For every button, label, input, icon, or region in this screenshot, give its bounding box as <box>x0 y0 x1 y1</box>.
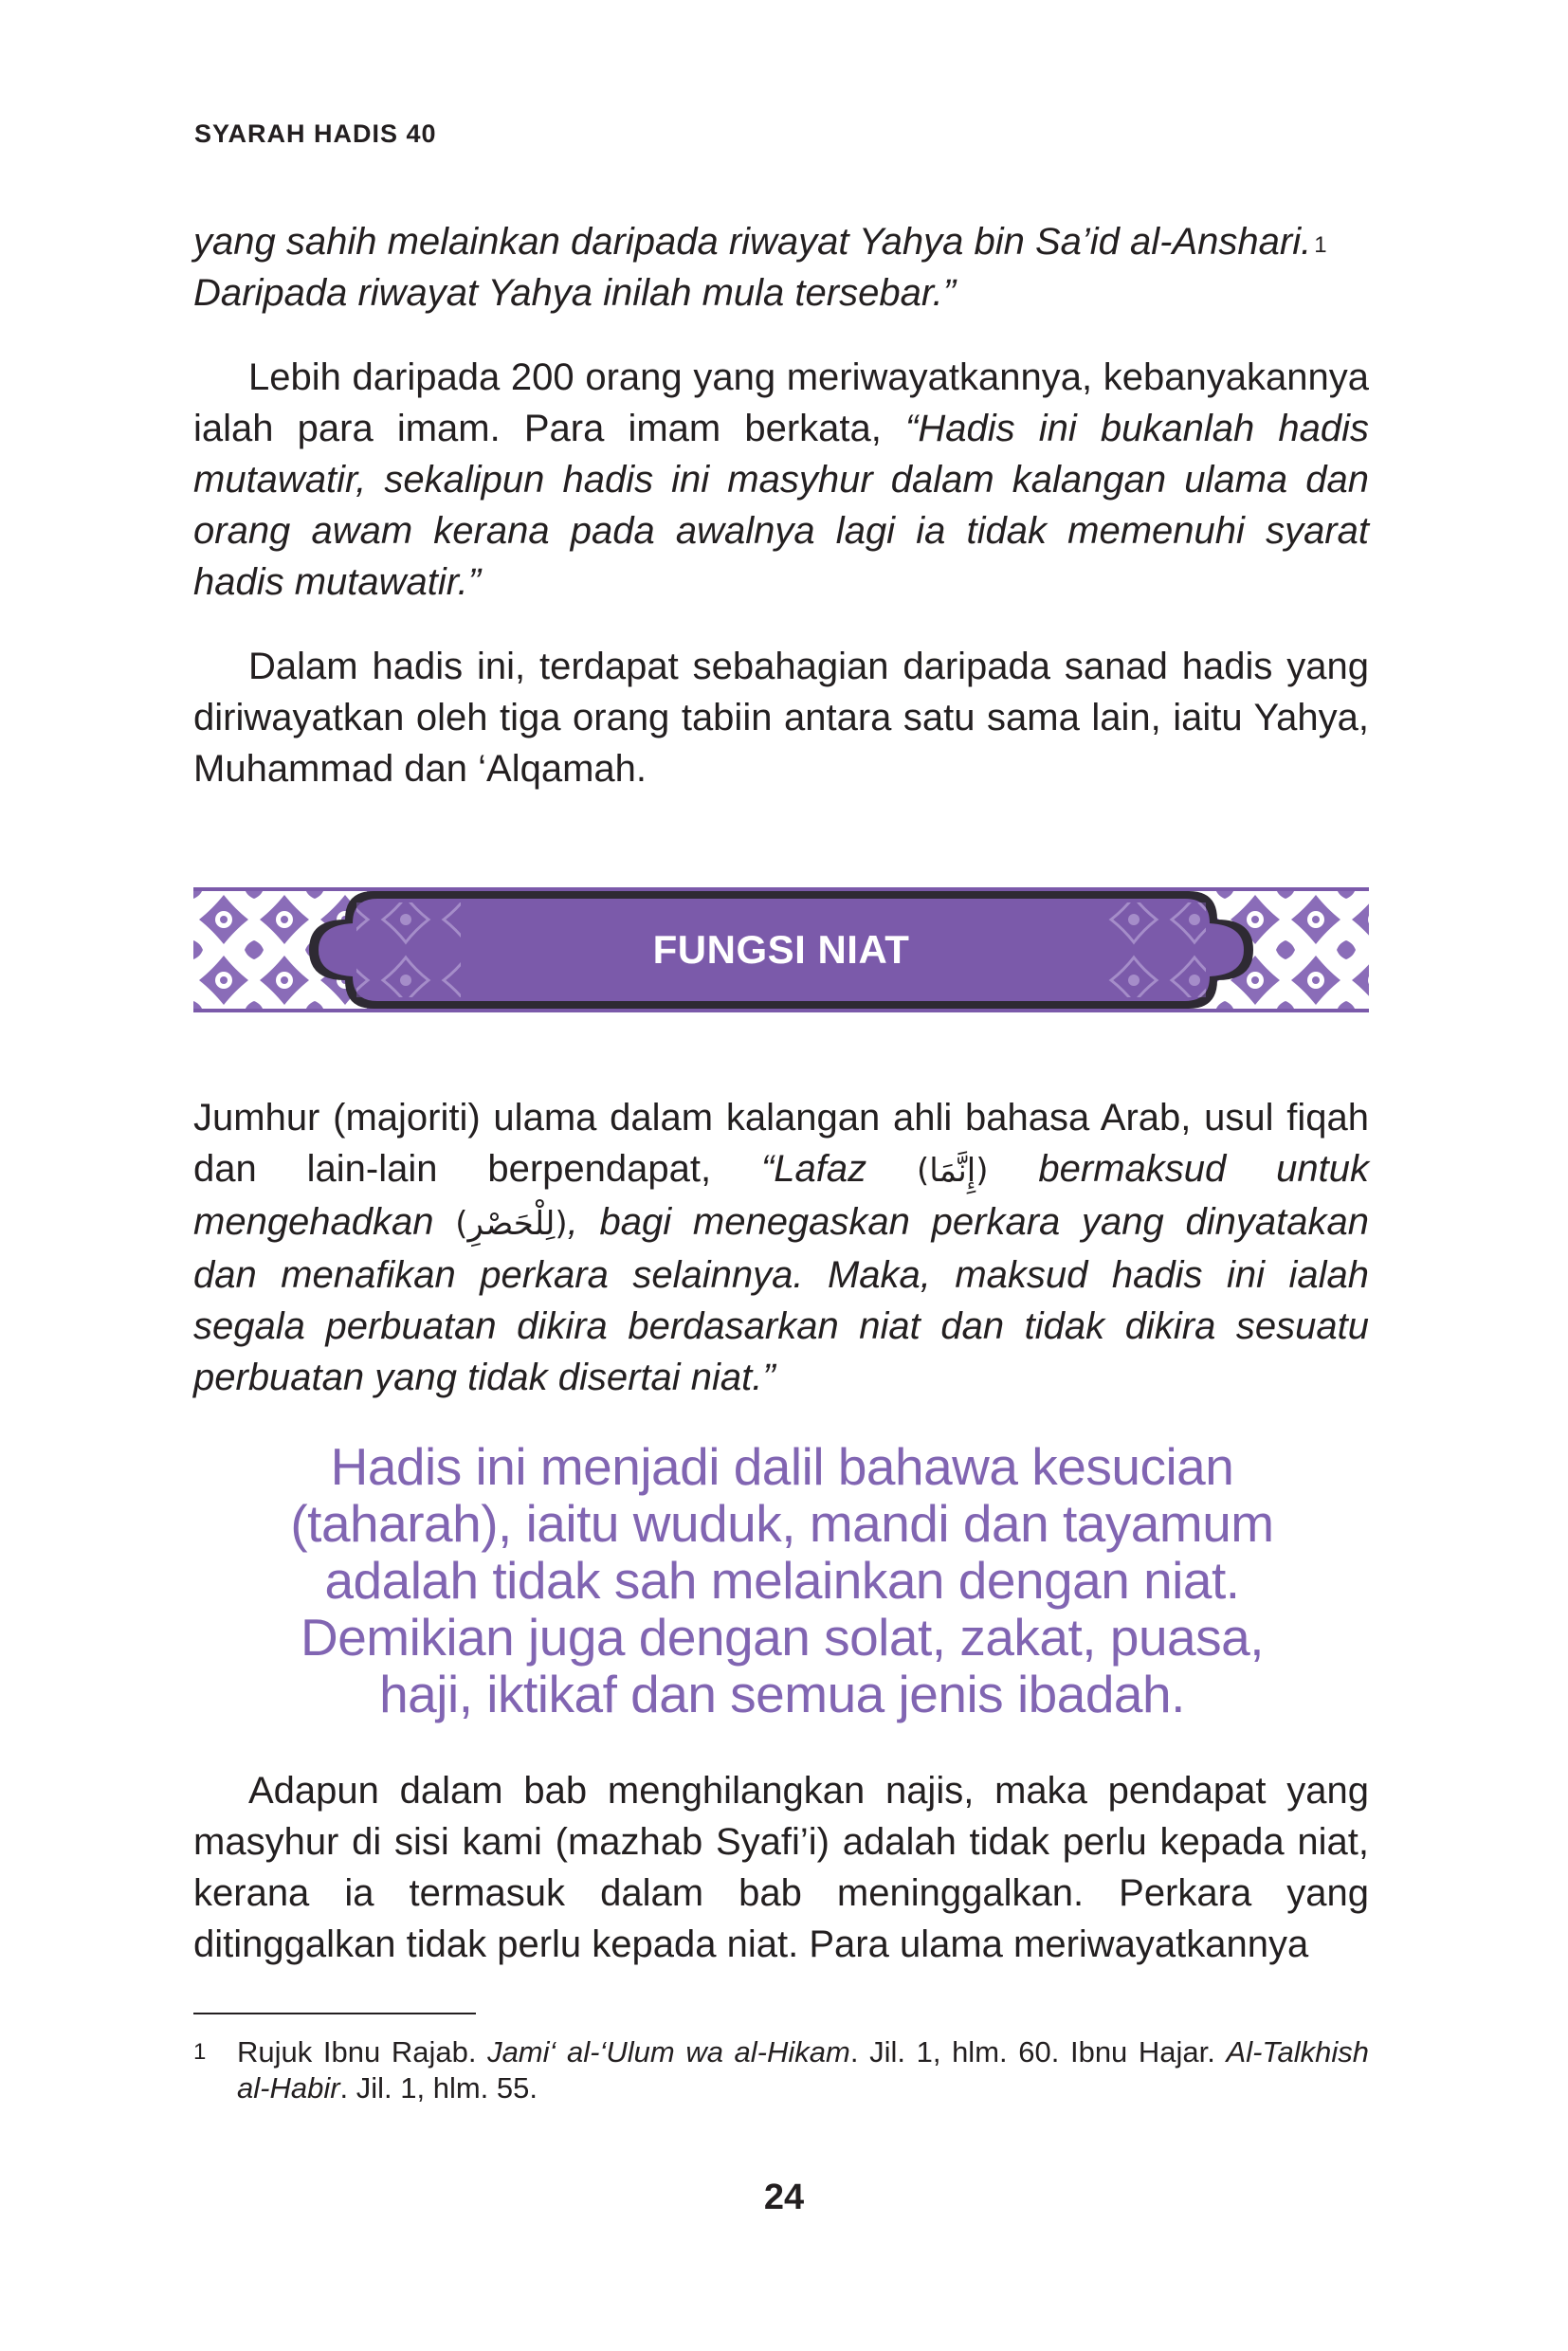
footnote-book-title: Jami‘ al-‘Ulum wa al-Hikam <box>487 2035 850 2069</box>
paragraph-4-quote-end: , bagi menegaskan perkara yang dinyatakan dan menafikan perkara selainnya. Maka, maksud hadis ini ialah segala perbuatan dikira berdasarkan niat dan tidak dikira sesuatu perbuatan yang tidak disertai niat.” <box>193 1201 1370 1398</box>
paragraph-5-text: Adapun dalam bab menghilangkan najis, maka pendapat yang masyhur di sisi kami (mazhab Syafi’i) adalah tidak perlu kepada niat, kerana ia termasuk dalam bab meninggalkan. Perkara yang ditinggalkan tidak perlu kepada niat. Para ulama meriwayatkannya <box>193 1770 1369 1965</box>
paragraph-2-text: Lebih daripada 200 orang yang meriwayatkannya, kebanyakannya ialah para imam. Para imam berkata, <box>193 356 1369 449</box>
paragraph-4-quote-start: “Lafaz <box>760 1148 918 1190</box>
paragraph-1-quote-end: Daripada riwayat Yahya inilah mula tersebar.” <box>193 272 957 314</box>
paragraph-1-quote: yang sahih melainkan daripada riwayat Yahya bin Sa’id al-Anshari. <box>193 221 1312 263</box>
footnote-book-title: Al-Talkhish al-Habir <box>237 2035 1369 2105</box>
paragraph-5 <box>193 1765 1369 1970</box>
paragraph-2 <box>193 352 1369 608</box>
paragraph-2-quote: “Hadis ini bukanlah hadis mutawatir, sekalipun hadis ini masyhur dalam kalangan ulama dan orang awam kerana pada awalnya lagi ia tidak memenuhi syarat hadis mutawatir.” <box>193 408 1370 603</box>
arabic-term-lilhasr: (لِلْحَصْرِ) <box>455 1205 568 1243</box>
paragraph-4-text: Jumhur (majoriti) ulama dalam kalangan ahli bahasa Arab, usul fiqah dan lain-lain berpendapat, <box>193 1097 1369 1190</box>
pull-quote-text: Hadis ini menjadi dalil bahawa kesucian (taharah), iaitu wuduk, mandi dan tayamum adalah tidak sah melainkan dengan niat. Demikian juga dengan solat, zakat, puasa, haji, iktikaf dan semua jenis ibadah. <box>290 1437 1274 1723</box>
section-banner <box>193 885 1369 1014</box>
footnote-text <box>237 2034 1369 2106</box>
section-title: FUNGSI NIAT <box>652 927 910 972</box>
footnote <box>193 2034 1369 2106</box>
paragraph-3-text: Dalam hadis ini, terdapat sebahagian daripada sanad hadis yang diriwayatkan oleh tiga orang tabiin antara satu sama lain, iaitu Yahya, Muhammad dan ‘Alqamah. <box>193 646 1369 790</box>
running-head: SYARAH HADIS 40 <box>194 119 437 148</box>
pull-quote <box>275 1438 1289 1722</box>
footnote-part: . Jil. 1, hlm. 60. Ibnu Hajar. <box>849 2035 1227 2069</box>
footnote-part: . Jil. 1, hlm. 55. <box>339 2071 538 2105</box>
page-number: 24 <box>763 2178 805 2217</box>
paragraph-3 <box>193 641 1369 794</box>
footnote-divider <box>193 2013 476 2014</box>
footnote-part: Rujuk Ibnu Rajab. <box>237 2035 488 2069</box>
paragraph-4-quote-mid: bermaksud untuk mengehadkan <box>193 1148 1369 1243</box>
footnote-number: 1 <box>193 2039 207 2065</box>
arabic-term-innama: (إِنَّمَا) <box>917 1152 989 1190</box>
footnote-ref[interactable]: 1 <box>1314 232 1327 258</box>
paragraph-1 <box>193 216 1369 319</box>
paragraph-4 <box>193 1092 1369 1403</box>
